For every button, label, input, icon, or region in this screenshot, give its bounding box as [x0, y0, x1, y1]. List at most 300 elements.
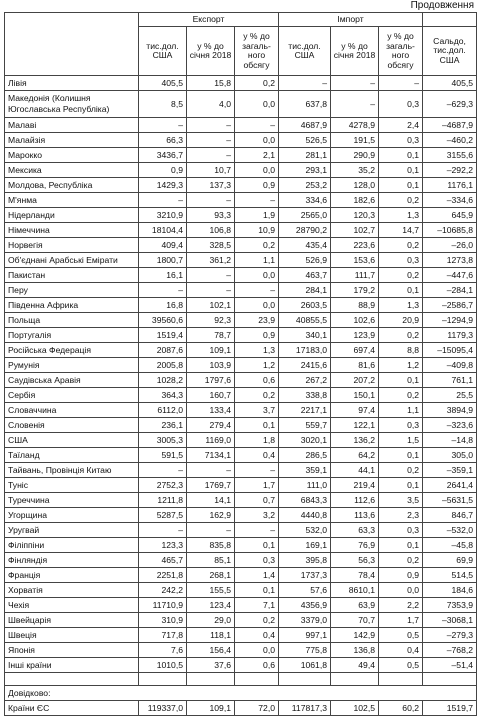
import-usd-cell: 340,1 — [279, 328, 331, 343]
table-row — [5, 403, 477, 418]
import-usd-cell: 532,0 — [279, 523, 331, 538]
balance-cell: –51,4 — [423, 658, 477, 673]
export-pct-jan-cell: 14,1 — [187, 493, 235, 508]
export-usd-cell: 591,5 — [139, 448, 187, 463]
table-body — [5, 76, 477, 716]
country-name-cell: Мексика — [5, 163, 139, 178]
export-pct-total-cell: 0,0 — [235, 643, 279, 658]
export-pct-jan-cell: – — [187, 118, 235, 133]
import-pct-total-cell: 1,5 — [379, 433, 423, 448]
export-pct-total-cell: 1,2 — [235, 358, 279, 373]
export-pct-total-cell: 0,2 — [235, 238, 279, 253]
export-usd-header: тис.дол. США — [139, 27, 187, 76]
export-pct-total-cell: 0,1 — [235, 538, 279, 553]
export-pct-total-cell: 1,4 — [235, 568, 279, 583]
import-pct-total-cell: 0,2 — [379, 463, 423, 478]
import-header: Імпорт — [279, 13, 423, 27]
export-pct-jan-cell: – — [187, 133, 235, 148]
import-pct-total-cell: 0,1 — [379, 448, 423, 463]
country-name-cell: Об'єднані Арабські Емірати — [5, 253, 139, 268]
import-usd-cell: 359,1 — [279, 463, 331, 478]
export-usd-cell: 5287,5 — [139, 508, 187, 523]
table-row — [5, 253, 477, 268]
balance-cell: –26,0 — [423, 238, 477, 253]
balance-cell: –292,2 — [423, 163, 477, 178]
country-name-cell: Тайвань, Провінція Китаю — [5, 463, 139, 478]
import-pct-total-cell: 1,3 — [379, 298, 423, 313]
export-usd-cell: 1429,3 — [139, 178, 187, 193]
export-pct-total-cell: 23,9 — [235, 313, 279, 328]
balance-cell: 1176,1 — [423, 178, 477, 193]
import-pct-jan-cell: 112,6 — [331, 493, 379, 508]
export-pct-total-cell: 0,4 — [235, 628, 279, 643]
import-usd-cell: 40855,5 — [279, 313, 331, 328]
balance-cell: –14,8 — [423, 433, 477, 448]
country-name-cell: Фінляндія — [5, 553, 139, 568]
export-usd-cell: 119337,0 — [139, 701, 187, 716]
import-usd-cell: 3379,0 — [279, 613, 331, 628]
export-pct-jan-cell: 279,4 — [187, 418, 235, 433]
table-row — [5, 598, 477, 613]
export-pct-jan-cell: 133,4 — [187, 403, 235, 418]
export-usd-cell: 1028,2 — [139, 373, 187, 388]
balance-cell: –10685,8 — [423, 223, 477, 238]
export-pct-jan-cell: 1169,0 — [187, 433, 235, 448]
balance-cell: 2641,4 — [423, 478, 477, 493]
import-pct-jan-cell: 113,6 — [331, 508, 379, 523]
import-pct-total-cell: 0,2 — [379, 388, 423, 403]
import-pct-jan-cell: 223,6 — [331, 238, 379, 253]
import-usd-cell: 435,4 — [279, 238, 331, 253]
import-pct-total-cell: 1,3 — [379, 208, 423, 223]
import-pct-jan-cell: – — [331, 91, 379, 118]
export-usd-cell: 2752,3 — [139, 478, 187, 493]
balance-cell: 305,0 — [423, 448, 477, 463]
continuation-label: Продовження — [410, 0, 474, 11]
import-usd-cell: 526,5 — [279, 133, 331, 148]
balance-cell: –532,0 — [423, 523, 477, 538]
import-pct-total-cell: 3,5 — [379, 493, 423, 508]
export-usd-cell: 7,6 — [139, 643, 187, 658]
balance-cell: 184,6 — [423, 583, 477, 598]
balance-cell: –409,8 — [423, 358, 477, 373]
import-usd-cell: 293,1 — [279, 163, 331, 178]
export-usd-cell: – — [139, 118, 187, 133]
import-pct-jan-cell: 76,9 — [331, 538, 379, 553]
country-name-cell: США — [5, 433, 139, 448]
export-pct-total-cell: 0,2 — [235, 388, 279, 403]
balance-cell: 761,1 — [423, 373, 477, 388]
table-row — [5, 238, 477, 253]
import-pct-jan-cell: 88,9 — [331, 298, 379, 313]
export-usd-cell: 364,3 — [139, 388, 187, 403]
table-row — [5, 118, 477, 133]
import-pct-jan-cell: 8610,1 — [331, 583, 379, 598]
import-usd-cell: 3020,1 — [279, 433, 331, 448]
balance-cell: –279,3 — [423, 628, 477, 643]
export-pct-jan-cell: 78,7 — [187, 328, 235, 343]
import-usd-cell: 526,9 — [279, 253, 331, 268]
import-pct-jan-cell: 123,9 — [331, 328, 379, 343]
export-pct-jan-cell: 37,6 — [187, 658, 235, 673]
export-pct-total-cell: 1,3 — [235, 343, 279, 358]
export-usd-cell: – — [139, 523, 187, 538]
export-pct-jan-cell: – — [187, 463, 235, 478]
import-usd-cell: 463,7 — [279, 268, 331, 283]
import-pct-jan-cell: 35,2 — [331, 163, 379, 178]
export-usd-cell: 3005,3 — [139, 433, 187, 448]
import-usd-cell: 334,6 — [279, 193, 331, 208]
import-usd-cell: 338,8 — [279, 388, 331, 403]
export-usd-cell: 16,8 — [139, 298, 187, 313]
export-pct-total-cell: 7,1 — [235, 598, 279, 613]
export-usd-cell: 465,7 — [139, 553, 187, 568]
export-usd-cell: 2251,8 — [139, 568, 187, 583]
reference-row — [5, 686, 477, 701]
export-pct-jan-cell: 123,4 — [187, 598, 235, 613]
balance-cell: 514,5 — [423, 568, 477, 583]
import-pct-total-cell: 0,3 — [379, 133, 423, 148]
balance-cell: 3155,6 — [423, 148, 477, 163]
import-pct-jan-cell: 102,5 — [331, 701, 379, 716]
export-pct-jan-cell: 835,8 — [187, 538, 235, 553]
export-pct-total-cell: 2,1 — [235, 148, 279, 163]
balance-cell: –460,2 — [423, 133, 477, 148]
import-pct-total-cell: 0,9 — [379, 568, 423, 583]
export-pct-total-cell: 1,8 — [235, 433, 279, 448]
import-usd-cell: – — [279, 76, 331, 91]
import-usd-cell: 4356,9 — [279, 598, 331, 613]
import-pct-jan-cell: 97,4 — [331, 403, 379, 418]
export-usd-cell: 717,8 — [139, 628, 187, 643]
table-row — [5, 298, 477, 313]
export-pct-total-cell: – — [235, 463, 279, 478]
import-pct-jan-cell: 136,8 — [331, 643, 379, 658]
export-pct-jan-cell: – — [187, 193, 235, 208]
country-name-cell: Уругвай — [5, 523, 139, 538]
import-usd-cell: 559,7 — [279, 418, 331, 433]
export-pct-jan-cell: 361,2 — [187, 253, 235, 268]
export-pct-jan-cell: 92,3 — [187, 313, 235, 328]
import-pct-total-cell: 0,2 — [379, 328, 423, 343]
import-pct-total-cell: 0,1 — [379, 373, 423, 388]
balance-cell: –768,2 — [423, 643, 477, 658]
import-pct-jan-cell: 70,7 — [331, 613, 379, 628]
import-usd-cell: 267,2 — [279, 373, 331, 388]
table-row — [5, 268, 477, 283]
export-usd-cell: 310,9 — [139, 613, 187, 628]
import-usd-header: тис.дол. США — [279, 27, 331, 76]
export-pct-jan-cell: 15,8 — [187, 76, 235, 91]
export-pct-total-cell: 3,2 — [235, 508, 279, 523]
export-pct-total-cell: 0,1 — [235, 583, 279, 598]
import-pct-total-cell: 8,8 — [379, 343, 423, 358]
export-usd-cell: 409,4 — [139, 238, 187, 253]
table-row — [5, 463, 477, 478]
import-pct-total-cell: 60,2 — [379, 701, 423, 716]
import-usd-cell: 2415,6 — [279, 358, 331, 373]
import-usd-cell: 775,8 — [279, 643, 331, 658]
export-usd-cell: 16,1 — [139, 268, 187, 283]
export-pct-jan-cell: 1797,6 — [187, 373, 235, 388]
export-pct-jan-cell: – — [187, 523, 235, 538]
export-usd-cell: 1800,7 — [139, 253, 187, 268]
export-pct-jan-cell: 109,1 — [187, 343, 235, 358]
import-usd-cell: 169,1 — [279, 538, 331, 553]
import-pct-total-cell: 0,3 — [379, 91, 423, 118]
import-usd-cell: 2565,0 — [279, 208, 331, 223]
balance-cell: –284,1 — [423, 283, 477, 298]
import-pct-total-cell: 0,1 — [379, 283, 423, 298]
country-name-cell: Угорщина — [5, 508, 139, 523]
import-pct-total-cell: 0,5 — [379, 628, 423, 643]
balance-cell: –4687,9 — [423, 118, 477, 133]
balance-cell: –5631,5 — [423, 493, 477, 508]
export-pct-total-cell: 0,0 — [235, 133, 279, 148]
country-name-cell: Швеція — [5, 628, 139, 643]
table-row — [5, 358, 477, 373]
spacer-cell — [423, 673, 477, 686]
import-pct-total-header: у % до загаль-ного обсягу — [379, 27, 423, 76]
import-pct-total-cell: 1,2 — [379, 358, 423, 373]
import-usd-cell: 2217,1 — [279, 403, 331, 418]
country-name-cell: Хорватія — [5, 583, 139, 598]
country-name-cell: Нідерланди — [5, 208, 139, 223]
table-row — [5, 91, 477, 118]
import-usd-cell: 111,0 — [279, 478, 331, 493]
country-name-cell: Туніс — [5, 478, 139, 493]
export-pct-total-cell: 0,0 — [235, 298, 279, 313]
country-name-cell: Румунія — [5, 358, 139, 373]
country-name-cell: Малаві — [5, 118, 139, 133]
import-pct-total-cell: 0,0 — [379, 583, 423, 598]
spacer-cell — [235, 673, 279, 686]
export-usd-cell: 0,9 — [139, 163, 187, 178]
import-usd-cell: 395,8 — [279, 553, 331, 568]
spacer-cell — [187, 673, 235, 686]
import-pct-total-cell: 0,2 — [379, 193, 423, 208]
country-name-cell: Португалія — [5, 328, 139, 343]
balance-cell: 1519,7 — [423, 701, 477, 716]
balance-cell: –334,6 — [423, 193, 477, 208]
balance-cell: –15095,4 — [423, 343, 477, 358]
spacer-cell — [379, 673, 423, 686]
import-pct-jan-cell: 697,4 — [331, 343, 379, 358]
country-name-cell: Малайзія — [5, 133, 139, 148]
balance-header: Сальдо, тис.дол. США — [423, 27, 477, 76]
import-pct-total-cell: 0,2 — [379, 238, 423, 253]
table-row — [5, 418, 477, 433]
balance-cell: 25,5 — [423, 388, 477, 403]
import-pct-jan-cell: 49,4 — [331, 658, 379, 673]
import-pct-jan-cell: 142,9 — [331, 628, 379, 643]
export-usd-cell: 2087,6 — [139, 343, 187, 358]
export-header: Експорт — [139, 13, 279, 27]
export-pct-jan-cell: 85,1 — [187, 553, 235, 568]
export-pct-total-cell: 1,9 — [235, 208, 279, 223]
country-name-cell: Швейцарія — [5, 613, 139, 628]
export-pct-jan-cell: 1769,7 — [187, 478, 235, 493]
export-usd-cell: 6112,0 — [139, 403, 187, 418]
export-pct-total-cell: 0,0 — [235, 91, 279, 118]
export-pct-jan-cell: 156,4 — [187, 643, 235, 658]
import-pct-total-cell: 1,1 — [379, 403, 423, 418]
balance-cell: –3068,1 — [423, 613, 477, 628]
country-name-cell: Філіппіни — [5, 538, 139, 553]
export-pct-jan-cell: 102,1 — [187, 298, 235, 313]
export-pct-jan-cell: – — [187, 268, 235, 283]
import-usd-cell: 57,6 — [279, 583, 331, 598]
table-row — [5, 553, 477, 568]
balance-cell: –629,3 — [423, 91, 477, 118]
export-pct-jan-cell: 109,1 — [187, 701, 235, 716]
country-name-cell: М'янма — [5, 193, 139, 208]
country-header — [5, 13, 139, 76]
export-pct-jan-cell: 137,3 — [187, 178, 235, 193]
table-row — [5, 448, 477, 463]
table-row — [5, 313, 477, 328]
balance-cell: 1273,8 — [423, 253, 477, 268]
balance-cell: 645,9 — [423, 208, 477, 223]
import-usd-cell: 1737,3 — [279, 568, 331, 583]
table-row — [5, 76, 477, 91]
table-row — [5, 163, 477, 178]
import-pct-jan-cell: 191,5 — [331, 133, 379, 148]
import-pct-total-cell: 2,4 — [379, 118, 423, 133]
balance-header-top — [423, 13, 477, 27]
country-name-cell: Македонія (Колишня Югославська Республіка) — [5, 91, 139, 118]
export-usd-cell: 66,3 — [139, 133, 187, 148]
country-name-cell: Молдова, Республіка — [5, 178, 139, 193]
table-row — [5, 508, 477, 523]
table-row — [5, 223, 477, 238]
table-row — [5, 208, 477, 223]
balance-cell: –359,1 — [423, 463, 477, 478]
table-row — [5, 193, 477, 208]
spacer-cell — [279, 673, 331, 686]
import-pct-total-cell: 0,1 — [379, 178, 423, 193]
trade-table — [4, 12, 477, 716]
import-pct-jan-cell: 102,6 — [331, 313, 379, 328]
import-usd-cell: 1061,8 — [279, 658, 331, 673]
export-pct-jan-cell: 10,7 — [187, 163, 235, 178]
reference-label: Довідково: — [5, 686, 477, 701]
import-usd-cell: 637,8 — [279, 91, 331, 118]
export-pct-total-cell: 0,0 — [235, 268, 279, 283]
import-pct-total-cell: 0,3 — [379, 523, 423, 538]
import-pct-total-cell: 2,2 — [379, 598, 423, 613]
export-pct-total-cell: 0,9 — [235, 178, 279, 193]
table-row — [5, 283, 477, 298]
import-pct-jan-cell: 153,6 — [331, 253, 379, 268]
balance-cell: 405,5 — [423, 76, 477, 91]
export-usd-cell: 11710,9 — [139, 598, 187, 613]
import-usd-cell: 117817,3 — [279, 701, 331, 716]
export-pct-jan-header: у % до січня 2018 — [187, 27, 235, 76]
country-name-cell: Словаччина — [5, 403, 139, 418]
export-pct-jan-cell: 4,0 — [187, 91, 235, 118]
import-pct-jan-cell: – — [331, 76, 379, 91]
eu-row — [5, 701, 477, 716]
table-row — [5, 373, 477, 388]
export-usd-cell: 236,1 — [139, 418, 187, 433]
import-pct-jan-cell: 290,9 — [331, 148, 379, 163]
table-row — [5, 433, 477, 448]
balance-cell: –323,6 — [423, 418, 477, 433]
import-pct-total-cell: 1,7 — [379, 613, 423, 628]
table-row — [5, 478, 477, 493]
export-pct-total-cell: 0,1 — [235, 418, 279, 433]
import-pct-total-cell: 0,2 — [379, 268, 423, 283]
import-usd-cell: 4440,8 — [279, 508, 331, 523]
table-row — [5, 343, 477, 358]
spacer-row — [5, 673, 477, 686]
country-name-cell: Франція — [5, 568, 139, 583]
export-pct-total-cell: – — [235, 118, 279, 133]
country-name-cell: Південна Африка — [5, 298, 139, 313]
country-name-cell: Чехія — [5, 598, 139, 613]
balance-cell: 7353,9 — [423, 598, 477, 613]
export-usd-cell: 18104,4 — [139, 223, 187, 238]
table-row — [5, 613, 477, 628]
import-pct-total-cell: – — [379, 76, 423, 91]
table-row — [5, 133, 477, 148]
import-pct-total-cell: 0,2 — [379, 553, 423, 568]
import-pct-jan-cell: 179,2 — [331, 283, 379, 298]
export-usd-cell: 39560,6 — [139, 313, 187, 328]
table-row — [5, 178, 477, 193]
import-pct-jan-cell: 136,2 — [331, 433, 379, 448]
import-pct-total-cell: 14,7 — [379, 223, 423, 238]
export-pct-total-cell: 0,2 — [235, 613, 279, 628]
import-usd-cell: 286,5 — [279, 448, 331, 463]
import-pct-jan-cell: 44,1 — [331, 463, 379, 478]
import-pct-jan-header: у % до січня 2018 — [331, 27, 379, 76]
export-pct-total-cell: 0,6 — [235, 373, 279, 388]
export-pct-total-cell: 0,2 — [235, 76, 279, 91]
export-pct-jan-cell: 155,5 — [187, 583, 235, 598]
import-usd-cell: 284,1 — [279, 283, 331, 298]
country-name-cell: Лівія — [5, 76, 139, 91]
table-row — [5, 523, 477, 538]
export-pct-total-cell: 0,9 — [235, 328, 279, 343]
import-pct-jan-cell: 122,1 — [331, 418, 379, 433]
import-usd-cell: 4687,9 — [279, 118, 331, 133]
import-pct-jan-cell: 78,4 — [331, 568, 379, 583]
export-pct-total-cell: 72,0 — [235, 701, 279, 716]
table-row — [5, 328, 477, 343]
country-name-cell: Російська Федерація — [5, 343, 139, 358]
export-usd-cell: 1010,5 — [139, 658, 187, 673]
export-usd-cell: 1211,8 — [139, 493, 187, 508]
country-name-cell: Словенія — [5, 418, 139, 433]
export-pct-jan-cell: 328,5 — [187, 238, 235, 253]
table-row — [5, 148, 477, 163]
export-usd-cell: 2005,8 — [139, 358, 187, 373]
import-pct-total-cell: 0,3 — [379, 253, 423, 268]
export-pct-jan-cell: 268,1 — [187, 568, 235, 583]
country-name-cell: Марокко — [5, 148, 139, 163]
export-usd-cell: 3210,9 — [139, 208, 187, 223]
spacer-cell — [331, 673, 379, 686]
country-name-cell: Німеччина — [5, 223, 139, 238]
export-usd-cell: – — [139, 193, 187, 208]
export-pct-total-cell: – — [235, 523, 279, 538]
table-row — [5, 643, 477, 658]
import-pct-total-cell: 0,1 — [379, 148, 423, 163]
export-pct-jan-cell: 118,1 — [187, 628, 235, 643]
spacer-cell — [5, 673, 139, 686]
